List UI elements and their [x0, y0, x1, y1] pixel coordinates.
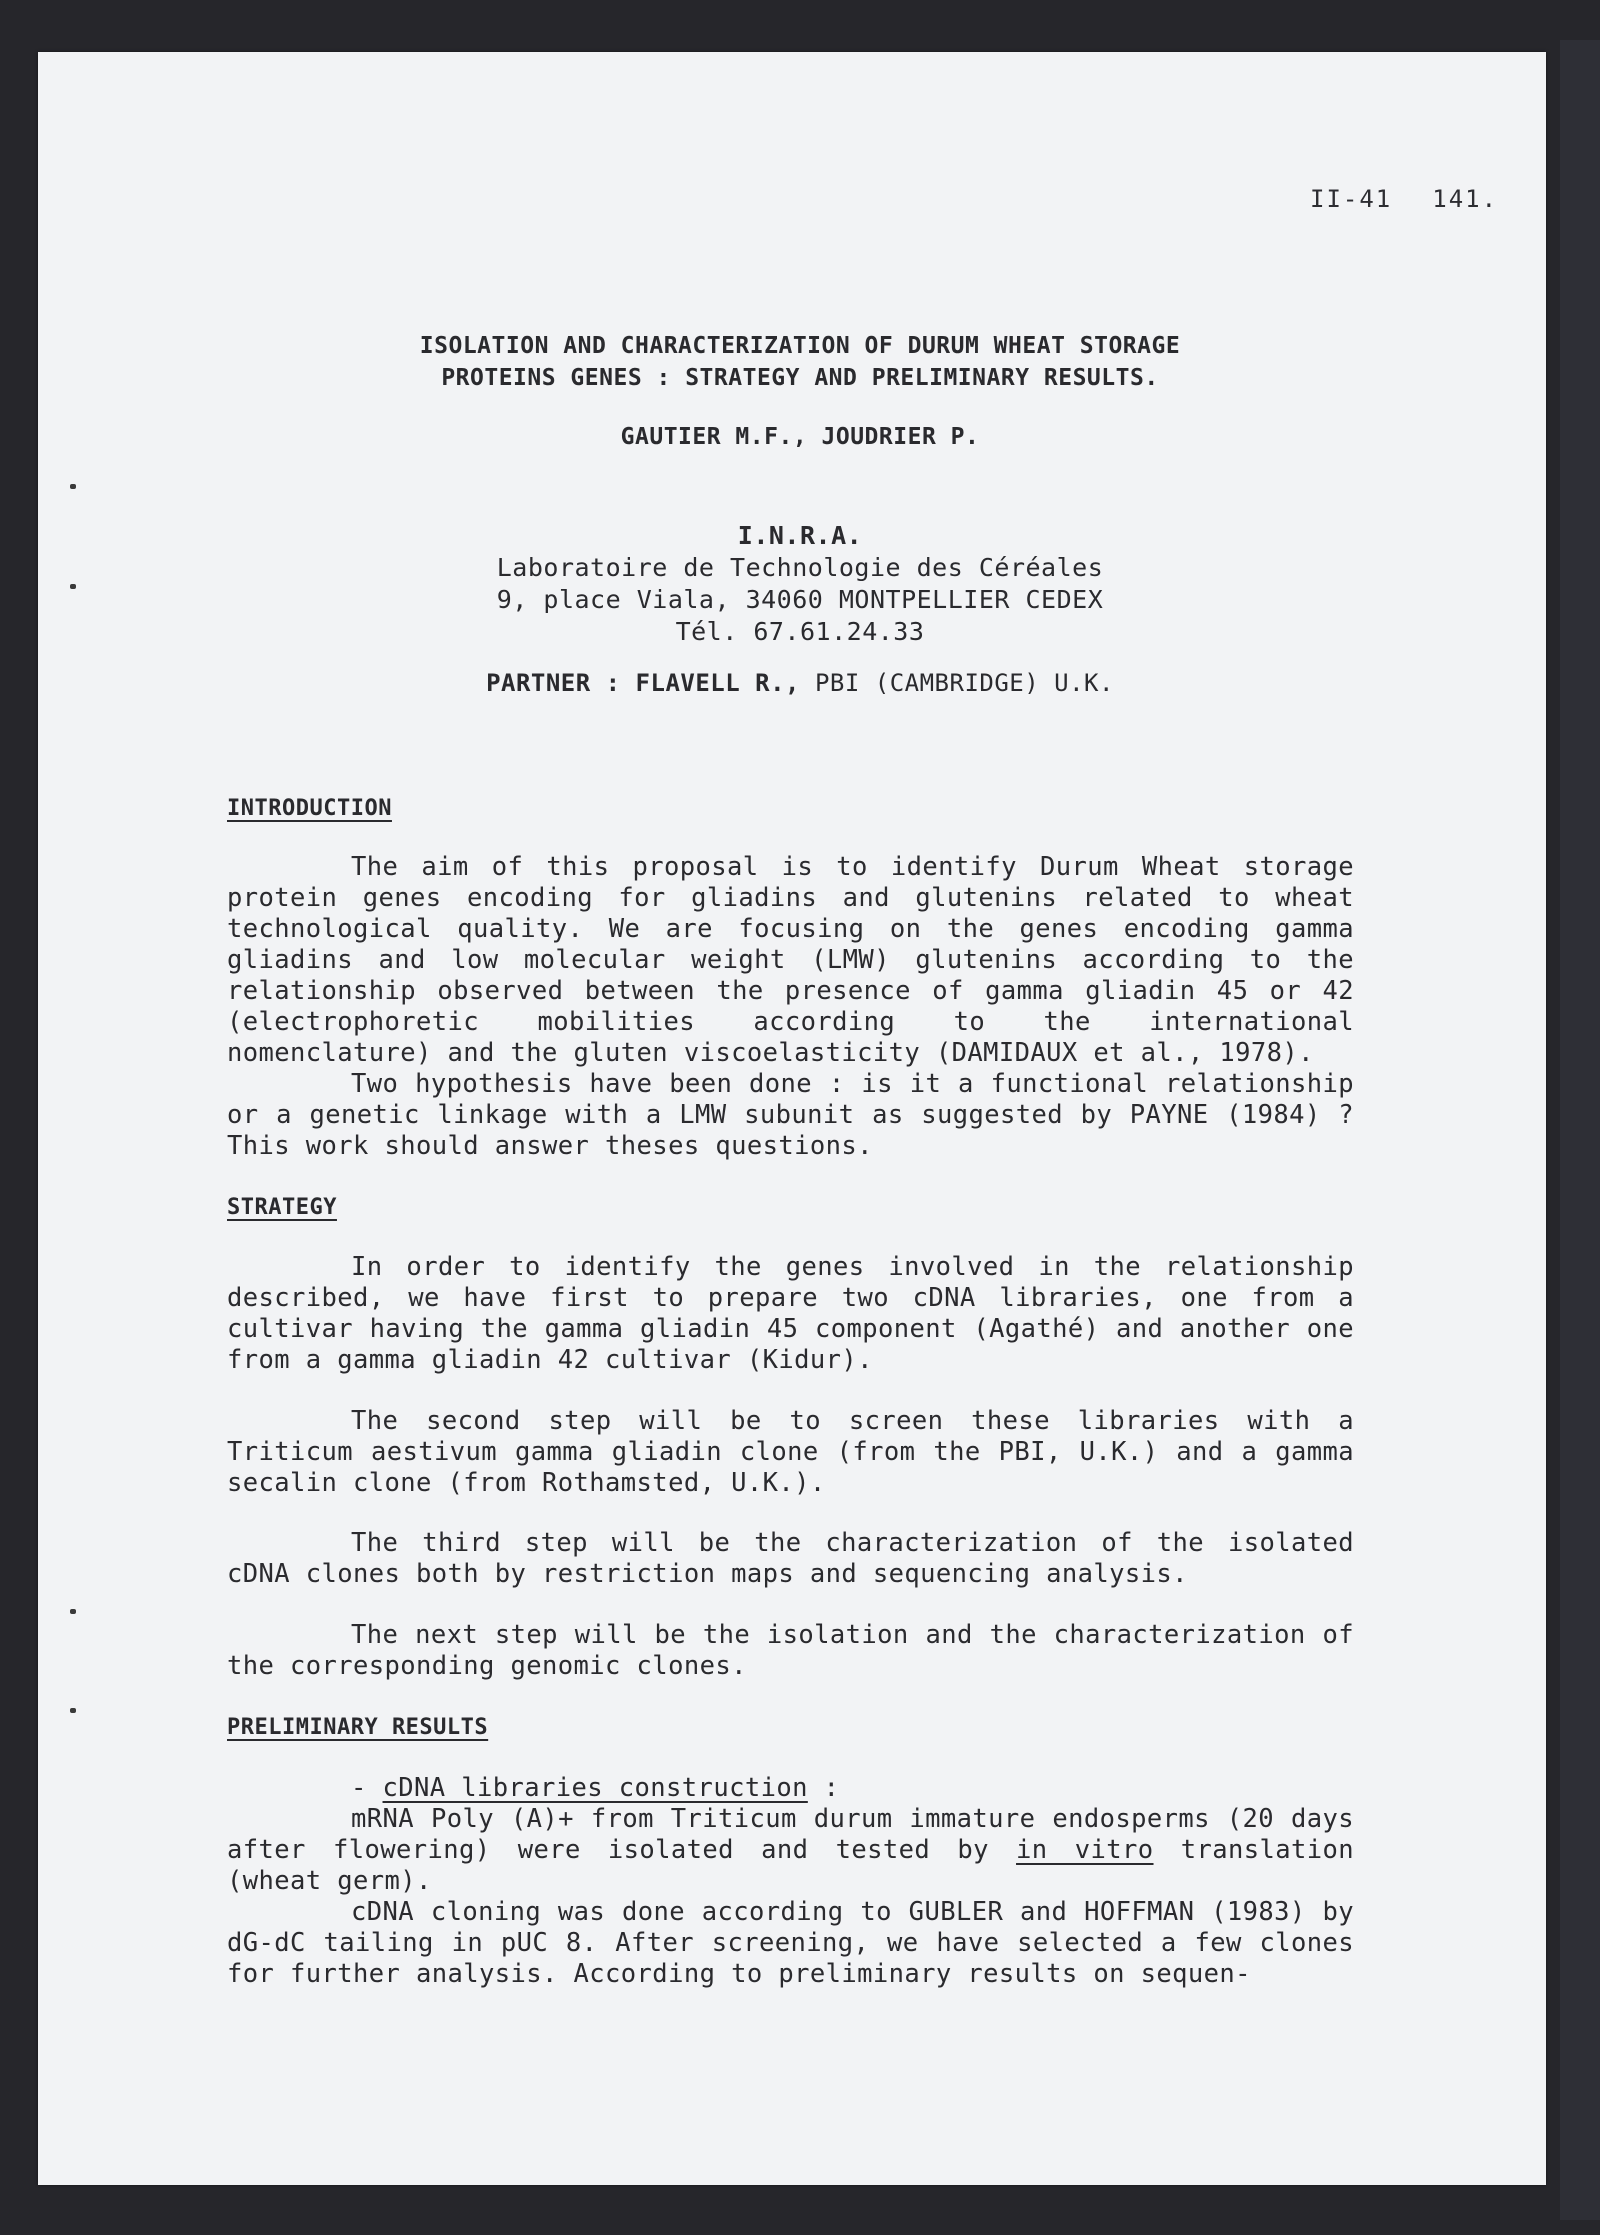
- title-line-2: PROTEINS GENES : STRATEGY AND PRELIMINARY RESULTS.: [441, 365, 1159, 391]
- institution-phone: Tél. 67.61.24.33: [675, 617, 925, 646]
- page-number: [1310, 185, 1498, 213]
- results-paragraph-2: cDNA cloning was done according to GUBLER and HOFFMAN (1983) by dG-dC tailing in pUC 8. After screening, we have selected a few clones for further analysis. According to preliminary results on sequen-: [227, 1897, 1354, 1989]
- document-title: [0, 330, 1600, 394]
- strategy-heading: STRATEGY: [227, 1195, 337, 1220]
- title-line-1: ISOLATION AND CHARACTERIZATION OF DURUM WHEAT STORAGE: [419, 333, 1181, 359]
- institution-address: 9, place Viala, 34060 MONTPELLIER CEDEX: [496, 585, 1104, 614]
- strategy-text-1: In order to identify the genes involved in the relationship described, we have first to prepare two cDNA libraries, one from a cultivar having the gamma gliadin 45 component (Agathé) and another one from a gamma gliadin 42 cultivar (Kidur).: [227, 1252, 1354, 1375]
- strategy-text-2: The second step will be to screen these libraries with a Triticum aestivum gamma gliadin clone (from the PBI, U.K.) and a gamma secalin clone (from Rothamsted, U.K.).: [227, 1406, 1354, 1498]
- partner-line: [0, 669, 1600, 697]
- subheading-colon: :: [807, 1773, 840, 1803]
- subheading-text: cDNA libraries construction: [382, 1773, 808, 1803]
- authors: GAUTIER M.F., JOUDRIER P.: [620, 424, 980, 450]
- strategy-paragraph-2: [227, 1406, 1354, 1499]
- subheading-dash: -: [351, 1773, 383, 1803]
- results-paragraph-1: [227, 1804, 1354, 1897]
- page-reference: II-41: [1310, 185, 1393, 213]
- institution-block: [0, 520, 1600, 648]
- results-p1-underlined: in vitro: [1016, 1835, 1154, 1865]
- partner-org: PBI (CAMBRIDGE) U.K.: [814, 669, 1114, 697]
- strategy-paragraph-4: [227, 1620, 1354, 1682]
- strategy-text-4: The next step will be the isolation and the characterization of the corresponding genomic clones.: [227, 1620, 1354, 1681]
- introduction-paragraph-1: The aim of this proposal is to identify Durum Wheat storage protein genes encoding for gliadins and glutenins related to wheat technological quality. We are focusing on the genes encoding gamma gliadins and low molecular weight (LMW) glutenins according to the relationship observed between the presence of gamma gliadin 45 or 42 (electrophoretic mobilities according to the international nomenclature) and the gluten viscoelasticity (DAMIDAUX et al., 1978).: [227, 852, 1354, 1068]
- results-p1-end: translation (wheat germ).: [227, 1835, 1354, 1896]
- page-count: 141.: [1432, 185, 1499, 213]
- introduction-heading: INTRODUCTION: [227, 796, 392, 821]
- results-heading: PRELIMINARY RESULTS: [227, 1715, 489, 1740]
- introduction-paragraph-2: Two hypothesis have been done : is it a functional relationship or a genetic linkage with a LMW subunit as suggested by PAYNE (1984) ? This work should answer theses questions.: [227, 1069, 1354, 1161]
- strategy-paragraph-3: [227, 1528, 1354, 1590]
- results-body: [227, 1773, 1354, 1990]
- punch-mark: [70, 484, 76, 489]
- results-subheading: [227, 1773, 1354, 1804]
- partner-label: PARTNER : FLAVELL R.,: [486, 669, 800, 697]
- institution-name: I.N.R.A.: [737, 521, 863, 550]
- punch-mark: [70, 1708, 76, 1713]
- strategy-text-3: The third step will be the characterization of the isolated cDNA clones both by restriction maps and sequencing analysis.: [227, 1528, 1354, 1589]
- institution-lab: Laboratoire de Technologie des Céréales: [496, 553, 1104, 582]
- results-p1-start: mRNA Poly (A)+ from Triticum durum immature endosperms (20 days after flowering) were isolated and tested by: [227, 1804, 1354, 1865]
- punch-mark: [70, 1609, 76, 1614]
- strategy-paragraph-1: [227, 1252, 1354, 1376]
- introduction-body: [227, 852, 1354, 1162]
